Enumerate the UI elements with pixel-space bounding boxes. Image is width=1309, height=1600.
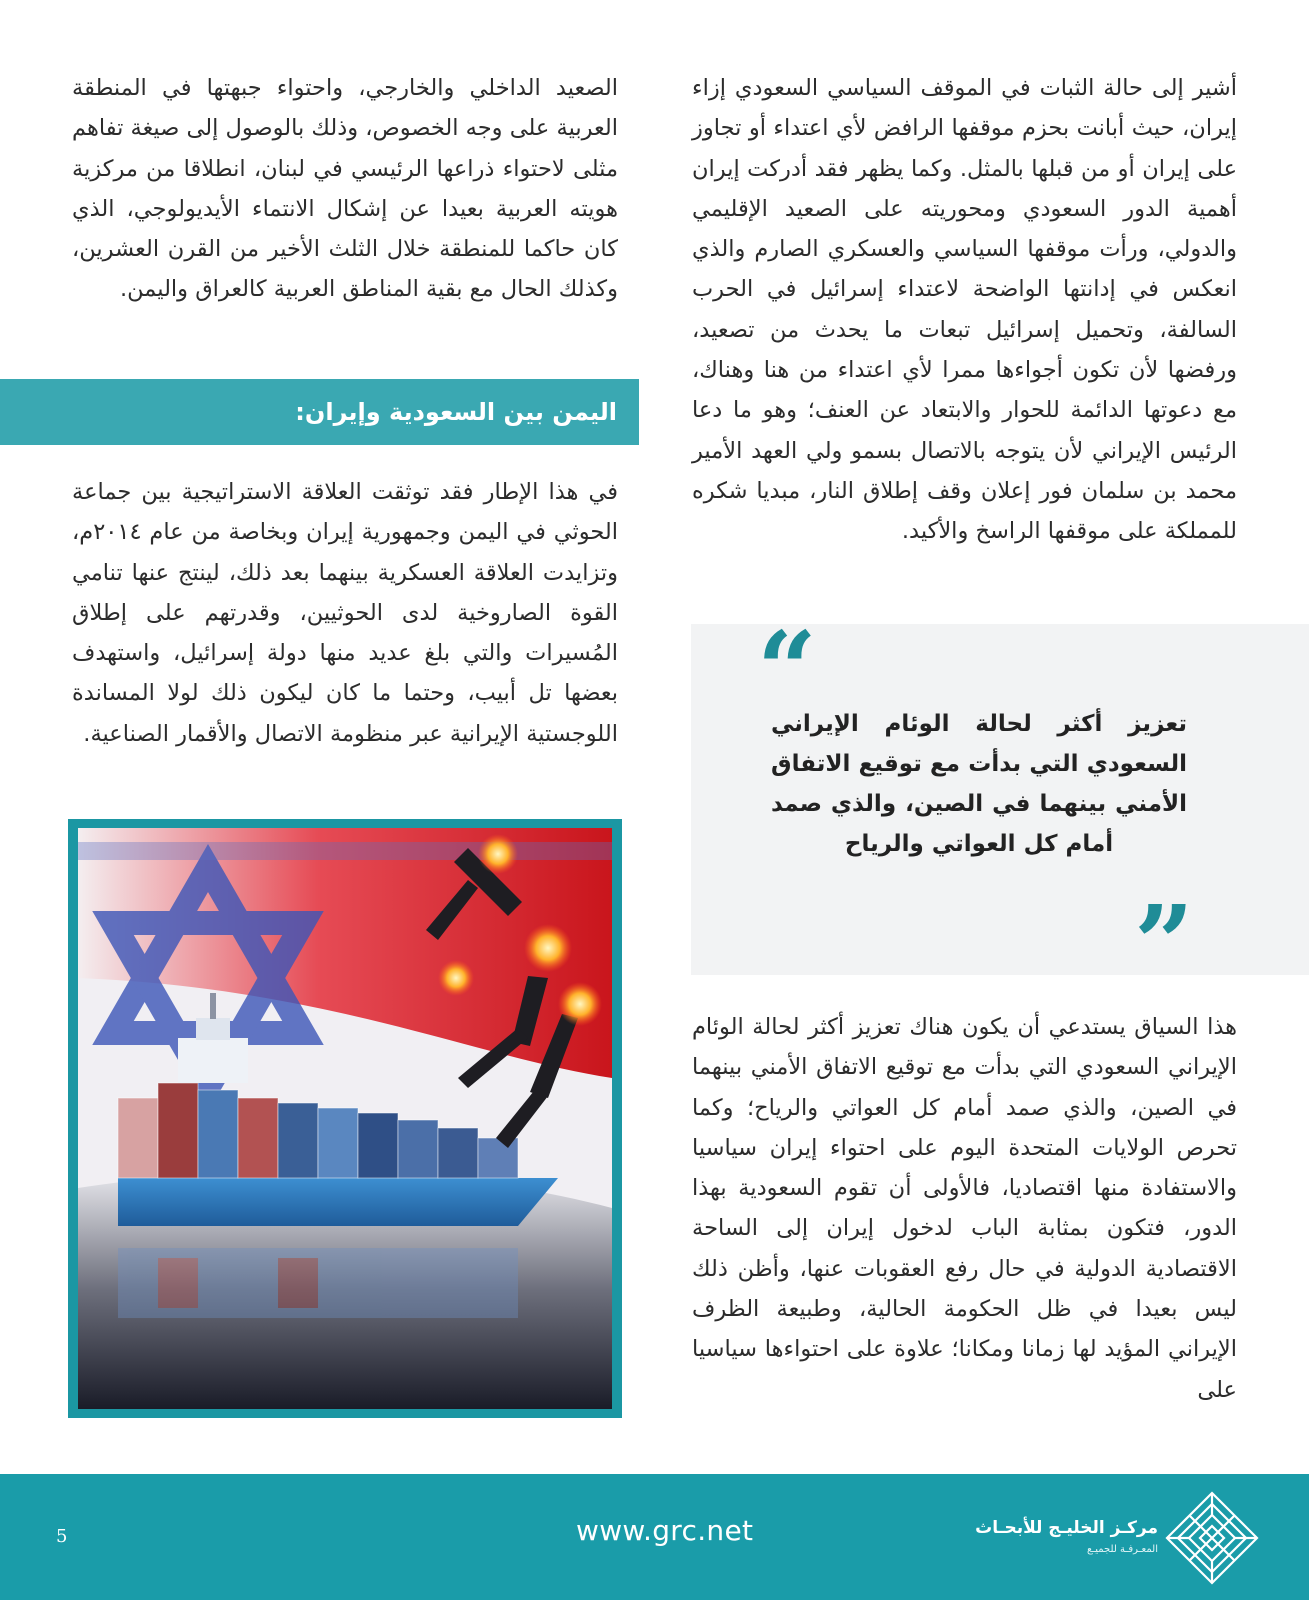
page-footer — [0, 1474, 1309, 1600]
grc-logo-icon — [1164, 1490, 1260, 1586]
left-column-paragraph-2: في هذا الإطار فقد توثقت العلاقة الاستراتيجية بين جماعة الحوثي في اليمن وجمهورية إيران وبخاصة من عام ٢٠١٤م، وتزايدت العلاقة العسكرية بينهما بعد ذلك، لينتج عنها تنامي القوة الصاروخية لدى الحوثيين، وقدرتهم على إطلاق المُسيرات والتي بلغ عديد منها دولة إسرائيل، واستهدف بعضها تل أبيب، وحتما ما كان ليكون ذلك لولا المساندة اللوجستية الإيرانية عبر منظومة الاتصال والأقمار الصناعية. — [72, 479, 618, 747]
right-column-paragraph-2: هذا السياق يستدعي أن يكون هناك تعزيز أكثر لحالة الوئام الإيراني السعودي التي بدأت مع توقيع الاتفاق الأمني بينهما في الصين، والذي صمد أمام كل العواتي والرياح؛ وكما تحرص الولايات المتحدة اليوم على احتواء إيران سياسيا والاستفادة منها اقتصاديا، فالأولى أن تقوم السعودية بهذا الدور، فتكون بمثابة الباب لدخول إيران إلى الساحة الاقتصادية الدولية في حال رفع العقوبات عنها، وأظن ذلك ليس بعيدا في ظل الحكومة الحالية، وطبيعة الظرف الإيراني المؤيد لها زمانا ومكانا؛ علاوة على احتواءها سياسيا على — [692, 1014, 1237, 1403]
article-photo — [78, 828, 612, 1409]
section-title: اليمن بين السعودية وإيران: — [295, 398, 617, 426]
page-number: 5 — [56, 1526, 68, 1547]
brand-tagline: المعـرفـة للجميـع — [1087, 1544, 1158, 1555]
right-column-paragraph-1: أشير إلى حالة الثبات في الموقف السياسي السعودي إزاء إيران، حيث أبانت بحزم موقفها الرافض لأي اعتداء أو تجاوز على إيران أو من قبلها بالمثل. وكما يظهر فقد أدركت إيران أهمية الدور السعودي ومحوريته على الصعيد الإقليمي والدولي، ورأت موقفها السياسي والعسكري الصارم والذي انعكس في إدانتها الواضحة لاعتداء إسرائيل في الحرب السالفة، وتحميل إسرائيل تبعات ما يحدث من تصعيد، ورفضها لأن تكون أجواءها ممرا لأي اعتداء من هنا وهناك، مع دعوتها الدائمة للحوار والابتعاد عن العنف؛ وهو ما دعا الرئيس الإيراني لأن يتوجه بالاتصال بسمو ولي العهد الأمير محمد بن سلمان فور إعلان وقف إطلاق النار، مبديا شكره للمملكة على موقفها الراسخ والأكيد. — [692, 75, 1237, 545]
quote-open-icon: “ — [757, 608, 817, 731]
section-header-bar — [0, 379, 639, 445]
left-column-paragraph-1: الصعيد الداخلي والخارجي، واحتواء جبهتها في المنطقة العربية على وجه الخصوص، وذلك بالوصول إلى صيغة تفاهم مثلى لاحتواء ذراعها الرئيسي في لبنان، انطلاقا من مركزية هويته العربية بعيدا عن إشكال الانتماء الأيديولوجي، الذي كان حاكما للمنطقة خلال الثلث الأخير من القرن العشرين، وكذلك الحال مع بقية المناطق العربية كالعراق واليمن. — [72, 75, 618, 303]
brand-name: مركـز الخليـج للأبحـاث — [975, 1518, 1158, 1538]
pull-quote-box — [691, 608, 1309, 1005]
pull-quote-text: تعزيز أكثر لحالة الوئام الإيراني السعودي التي بدأت مع توقيع الاتفاق الأمني بينهما في الصين، والذي صمد أمام كل العواتي والرياح — [771, 711, 1187, 857]
quote-close-icon: ” — [1134, 882, 1194, 1005]
website-link[interactable]: www.grc.net — [576, 1514, 754, 1547]
article-photo-frame — [68, 819, 622, 1418]
